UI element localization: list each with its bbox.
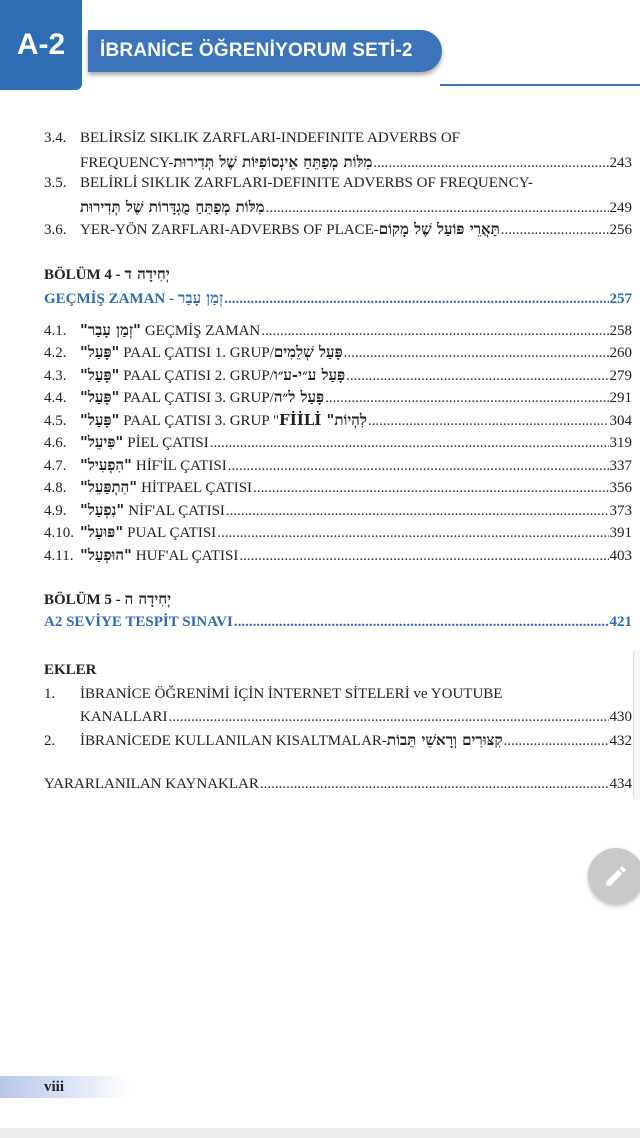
entry-title: PAAL ÇATISI 2. GRUP/ [123, 367, 274, 384]
entry-page: 391 [609, 525, 632, 541]
leader-dots [344, 345, 609, 362]
entry-number: 4.9. [44, 502, 67, 519]
bottom-bar [0, 1128, 640, 1138]
page-header [0, 0, 640, 100]
table-of-contents [44, 130, 632, 798]
entry-number: 4.5. [44, 412, 67, 429]
entry-hebrew: "הִפְעִיל" [80, 455, 132, 474]
entry-hebrew-tail: פָּעַל ל״ה [273, 388, 325, 406]
leader-dots [260, 776, 609, 793]
entry-hebrew: "פָּעַל" [80, 365, 120, 384]
section-page: 257 [609, 290, 632, 307]
pencil-icon [603, 863, 629, 889]
entry-hebrew-tail: לִהְיוֹת" FİİLİ [279, 410, 367, 429]
entry-page: 319 [609, 435, 632, 451]
entry-title: PİEL ÇATISI [127, 435, 209, 451]
leader-dots [501, 222, 609, 239]
entry-number: 4.3. [44, 367, 67, 384]
entry-number: 2. [44, 733, 56, 749]
header-rule [440, 84, 640, 86]
appendix-heading: EKLER [44, 662, 97, 678]
entry-title: İBRANİCEDE KULLANILAN KISALTMALAR- [80, 733, 387, 749]
section-title-hebrew: זְמַן עָבַר [178, 288, 224, 307]
section-label: BÖLÜM 5 - [44, 592, 121, 608]
toc-entry[interactable] [44, 686, 632, 709]
toc-entry[interactable] [44, 220, 632, 243]
entry-page: 434 [609, 775, 632, 792]
entry-title: NİF'AL ÇATISI [128, 502, 225, 519]
edit-button[interactable] [588, 848, 640, 904]
entry-title: HUF'AL ÇATISI [135, 547, 239, 564]
entry-hebrew: "פּוּעַל" [80, 523, 124, 541]
entry-hebrew: "פָּעַל" [80, 388, 120, 406]
leader-dots [239, 548, 608, 565]
section-entry[interactable] [44, 289, 632, 315]
toc-entry[interactable] [44, 433, 632, 456]
entry-title: PAAL ÇATISI 3. GRUP " [123, 412, 280, 429]
toc-entry[interactable] [44, 731, 632, 754]
entry-page: 356 [609, 480, 632, 496]
leader-dots [325, 390, 608, 407]
leader-dots [368, 413, 609, 430]
toc-entry[interactable] [44, 478, 632, 501]
page-number: viii [44, 1079, 65, 1095]
entry-page: 256 [609, 222, 632, 238]
toc-entry[interactable] [44, 456, 632, 479]
entry-hebrew-tail: פָּעַל שְׁלֵמִים [273, 343, 343, 361]
entry-number: 4.7. [44, 457, 67, 474]
entry-hebrew: מִלּוֹת מְפַתֵּחַ אֵינְסוֹפִיּוֹת שֶׁל תְּדִירוּת [173, 152, 373, 171]
entry-number: 4.6. [44, 435, 67, 451]
toc-entry[interactable] [44, 130, 632, 153]
section-entry[interactable] [44, 614, 632, 640]
entry-page: 373 [609, 502, 632, 519]
section-hebrew: יְחִידָה ד [124, 264, 170, 283]
entry-hebrew: "זְמַן עָבַר" [80, 320, 141, 339]
entry-number: 4.2. [44, 345, 67, 361]
toc-entry[interactable] [44, 388, 632, 411]
entry-number: 4.4. [44, 390, 67, 406]
entry-hebrew: תַּאֲרֵי פּוֹעַל שֶׁל מָקוֹם [378, 220, 500, 238]
level-badge: A-2 [0, 0, 82, 90]
leader-dots [228, 458, 609, 475]
entry-title: BELİRSİZ SIKLIK ZARFLARI-INDEFINITE ADVERBS OF [80, 130, 460, 146]
entry-title: YER-YÖN ZARFLARI-ADVERBS OF PLACE- [80, 222, 379, 238]
leader-dots [346, 368, 608, 385]
leader-dots [504, 733, 609, 750]
toc-entry-continued[interactable] [44, 709, 632, 732]
section-title: A2 SEVİYE TESPİT SINAVI [44, 614, 233, 630]
section-heading [44, 265, 632, 289]
toc-entry[interactable] [44, 366, 632, 389]
entry-page: 432 [609, 733, 632, 749]
entry-title: HİTPAEL ÇATISI [141, 480, 253, 496]
leader-dots [261, 323, 608, 340]
leader-dots [266, 200, 609, 217]
entry-title: KANALLARI [80, 708, 168, 725]
entry-hebrew: "הִתְפַּעֵל" [80, 478, 138, 496]
entry-number: 3.4. [44, 130, 67, 146]
entry-title: İBRANİCE ÖĞRENİMİ İÇİN İNTERNET SİTELERİ ve YOUTUBE [80, 686, 503, 702]
entry-page: 403 [609, 547, 632, 564]
toc-entry[interactable] [44, 776, 632, 799]
leader-dots [373, 155, 608, 172]
entry-title: BELİRLİ SIKLIK ZARFLARI-DEFINITE ADVERBS OF FREQUENCY- [80, 175, 533, 191]
entry-title: FREQUENCY- [80, 154, 174, 171]
entry-page: 291 [609, 390, 632, 406]
leader-dots [169, 709, 609, 726]
entry-hebrew: "פָּעַל" [80, 343, 120, 361]
toc-entry[interactable] [44, 321, 632, 344]
leader-dots [210, 435, 609, 452]
entry-title: GEÇMİŞ ZAMAN [144, 322, 261, 339]
entry-page: 337 [609, 457, 632, 474]
entry-number: 4.8. [44, 480, 67, 496]
entry-page: 243 [609, 154, 632, 171]
entry-page: 258 [609, 322, 632, 339]
entry-number: 4.11. [44, 547, 74, 564]
section-title: GEÇMİŞ ZAMAN - [44, 290, 174, 307]
entry-page: 279 [609, 367, 632, 384]
entry-page: 249 [609, 199, 632, 216]
toc-entry-continued[interactable] [44, 198, 632, 221]
section-hebrew: יְחִידָה ה [124, 590, 172, 608]
entry-hebrew: מִלּוֹת מְפַתֵּחַ מֻגְדָּרוֹת שֶׁל תְּדִירוּת [80, 197, 265, 216]
leader-dots [226, 503, 609, 520]
entry-page: 430 [609, 708, 632, 725]
toc-entry[interactable] [44, 411, 632, 434]
entry-hebrew: "נִפְעַל" [80, 500, 125, 519]
entry-title: HİF'İL ÇATISI [135, 457, 227, 474]
entry-hebrew: "פָּעַל" [80, 410, 120, 429]
toc-entry[interactable] [44, 523, 632, 546]
book-title: İBRANİCE ÖĞRENİYORUM SETİ-2 [88, 30, 442, 72]
entry-title: PUAL ÇATISI [127, 525, 217, 541]
entry-hebrew: "הוּפְעַל" [80, 545, 132, 564]
toc-entry-continued[interactable] [44, 153, 632, 176]
entry-hebrew: "פִּיעֵל" [80, 433, 124, 451]
entry-number: 4.1. [44, 322, 67, 339]
toc-entry[interactable] [44, 343, 632, 366]
scroll-handle[interactable] [633, 650, 640, 800]
leader-dots [217, 525, 608, 542]
leader-dots [224, 291, 608, 308]
toc-entry[interactable] [44, 546, 632, 569]
toc-entry[interactable] [44, 501, 632, 524]
entry-title: YARARLANILAN KAYNAKLAR [44, 775, 259, 792]
entry-hebrew: קִצּוּרִים וְרָאשֵׁי תֵּבוֹת [386, 731, 503, 749]
entry-number: 1. [44, 686, 56, 702]
leader-dots [253, 480, 608, 497]
toc-entry[interactable] [44, 175, 632, 198]
section-heading [44, 590, 632, 614]
entry-page: 304 [609, 412, 632, 429]
entry-page: 260 [609, 345, 632, 361]
footer-band [0, 1076, 130, 1098]
entry-title: PAAL ÇATISI 3. GRUP/ [123, 390, 274, 406]
entry-hebrew-tail: פָּעַל ע״י-ע״ו [273, 365, 346, 384]
section-label: BÖLÜM 4 - [44, 266, 121, 283]
leader-dots [234, 614, 609, 631]
entry-number: 4.10. [44, 525, 74, 541]
entry-number: 3.5. [44, 175, 67, 191]
section-page: 421 [609, 614, 632, 630]
entry-title: PAAL ÇATISI 1. GRUP/ [123, 345, 274, 361]
entry-number: 3.6. [44, 222, 67, 238]
